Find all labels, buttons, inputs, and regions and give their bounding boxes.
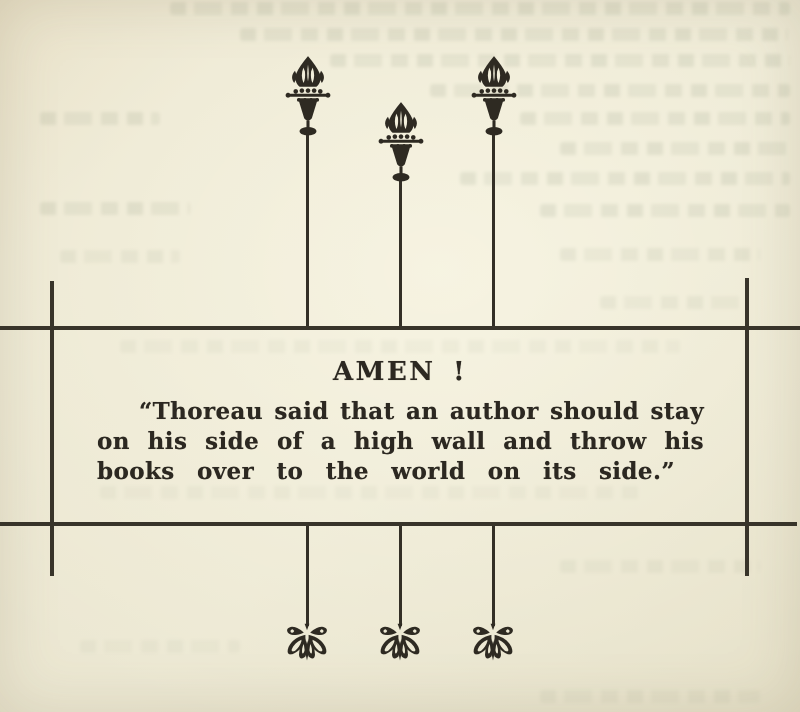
ink-bleedthrough [40, 202, 190, 215]
torch-icon [471, 56, 517, 136]
torch-stem [306, 133, 309, 326]
ink-bleedthrough [40, 112, 160, 125]
ink-bleedthrough [560, 142, 790, 155]
ink-bleedthrough [60, 250, 180, 263]
ink-bleedthrough [560, 560, 760, 573]
ink-bleedthrough [520, 112, 790, 125]
ink-bleedthrough [170, 2, 790, 15]
pendant-stem [399, 526, 402, 626]
pendant-stem [306, 526, 309, 626]
torch-icon [378, 102, 424, 182]
ink-bleedthrough [100, 486, 640, 499]
right-vertical-rule [745, 278, 749, 576]
ink-bleedthrough [330, 54, 790, 67]
torch-stem [399, 180, 402, 326]
left-vertical-rule [50, 281, 54, 576]
torch-icon [285, 56, 331, 136]
ink-bleedthrough [460, 172, 790, 185]
ink-bleedthrough [540, 204, 790, 217]
ink-bleedthrough [540, 690, 760, 703]
torch-stem [492, 133, 495, 326]
palmette-icon [283, 622, 331, 667]
pendant-stem [492, 526, 495, 626]
ink-bleedthrough [560, 248, 760, 261]
quote-line: on his side of a high wall and throw his [97, 428, 704, 455]
quote-line: “Thoreau said that an author should stay [139, 398, 704, 425]
ink-bleedthrough [80, 640, 240, 653]
palmette-icon [469, 622, 517, 667]
top-rule [0, 326, 800, 330]
thoreau-quote [97, 397, 704, 487]
ink-bleedthrough [240, 28, 788, 41]
ink-bleedthrough [120, 340, 680, 353]
quote-line: books over to the world on its side.” [97, 458, 675, 485]
palmette-icon [376, 622, 424, 667]
heading-amen: AMEN ! [332, 357, 467, 387]
ink-bleedthrough [600, 296, 740, 309]
